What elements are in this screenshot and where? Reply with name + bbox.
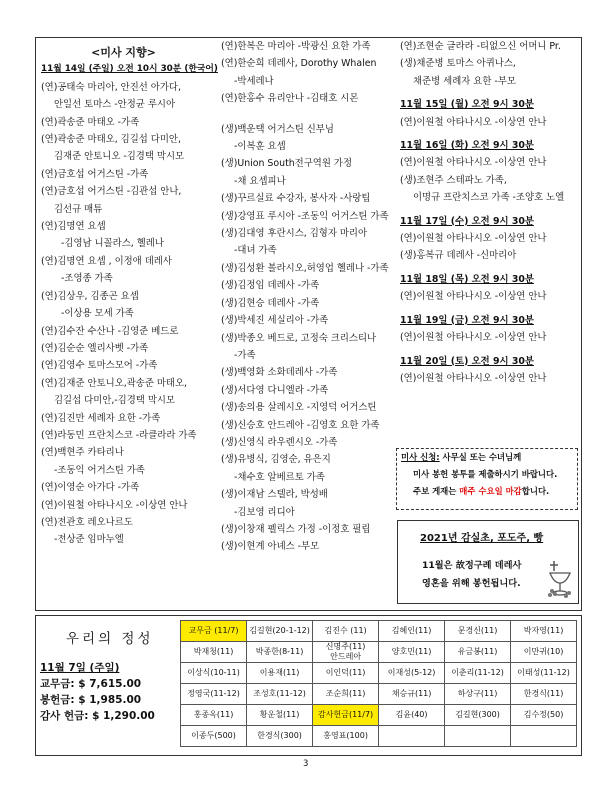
intention-line: (연)이원철 아타나시오 -이상연 안나	[400, 157, 547, 169]
intention-line: (연)조현순 글라라 -티없으신 어머니 Pr.	[400, 41, 561, 52]
intention-line: (연)이원철 아타나시오 -이상연 안나	[400, 291, 547, 303]
offering-line-1: 교무금: $ 7,615.00	[40, 678, 142, 690]
intention-line: (생)강영표 루시아 -조동익 어거스틴 가족	[221, 210, 389, 222]
intention-line	[221, 108, 397, 121]
intention-line: 김재준 안토니오 -김경택 막시모	[54, 151, 185, 163]
intention-line: (생)조현주 스테파노 가족,	[400, 174, 507, 186]
intention-line: (연)한순희 데레사, Dorothy Whalen	[221, 58, 377, 70]
intention-line: -전상준 임마누엘	[54, 534, 124, 546]
donor-cell	[445, 726, 511, 747]
intention-line: (생)서다영 다니엘라 -가족	[221, 384, 329, 396]
offering-line-3: 감사 헌금: $ 1,290.00	[40, 710, 155, 722]
donor-cell: 김길현(20-1-12)	[247, 621, 313, 642]
intention-line: 채준병 세례자 요한 -부모	[413, 75, 516, 87]
offering-date: 11월 7일 (주일)	[40, 662, 120, 674]
intention-line: -김영남 니꼴라스, 헬레나	[61, 238, 164, 250]
donor-cell: 문경신(11)	[445, 621, 511, 642]
donor-cell: 양호민(11)	[379, 642, 445, 663]
offering-title: 우리의 정성	[66, 631, 154, 647]
intention-line: 김길섭 다미안,-김경택 막시모	[54, 395, 175, 407]
intention-line: (연)김명연 요셉 , 이정애 데레사	[41, 255, 172, 267]
donor-cell: 조순희(11)	[313, 684, 379, 705]
weekday-mass-date: 11월 19일 (금) 오전 9시 30분	[400, 314, 534, 326]
intention-line: (연)라동민 프란치스코 -라클라라 가족	[41, 429, 197, 441]
intention-line: (생)Union South전구역원 가정	[221, 158, 353, 170]
donor-cell: 한경식(300)	[247, 726, 313, 747]
intention-line: -조영종 가족	[61, 273, 113, 285]
intention-line: 안일선 토마스 -안정균 루시아	[54, 99, 175, 111]
donor-table	[180, 620, 577, 747]
intentions-header: <미사 지향>	[91, 46, 156, 59]
intention-line: -이상용 모세 가족	[61, 308, 134, 320]
weekday-mass-date: 11월 20일 (토) 오전 9시 30분	[400, 355, 534, 367]
donor-cell: 하상구(11)	[445, 684, 511, 705]
intention-line: (연)김상우, 김종곤 요셉	[41, 290, 139, 302]
donor-cell: 김수정(50)	[511, 705, 577, 726]
intention-line: (생)홍복규 데레사 -신마리아	[400, 250, 517, 262]
donor-cell: 박자영(11)	[511, 621, 577, 642]
donor-cell: 감사헌금(11/7)	[313, 705, 379, 726]
donor-cell: 교무금 (11/7)	[181, 621, 247, 642]
donor-cell: 김진수 (11)	[313, 621, 379, 642]
intention-line: (연)김순순 엘리사벳 -가족	[41, 342, 149, 354]
intention-line: 이명규 프란치스코 가족 -조양호 노엘	[413, 192, 565, 204]
intention-line: (생)김대영 후란시스, 김형자 마리아	[221, 228, 368, 240]
memorial-box	[397, 520, 579, 604]
intention-line: (생)송의용 살레시오 -지영덕 어거스틴	[221, 402, 377, 414]
donor-cell: 유금봉(11)	[445, 642, 511, 663]
notice-deadline: 매주 수요일 마감	[459, 486, 522, 496]
donor-cell: 이인덕(11)	[313, 663, 379, 684]
donor-row	[181, 663, 577, 684]
notice-line3c: 합니다.	[521, 486, 550, 496]
intention-line: (연)이원철 아타나시오 -이상연 안나	[400, 233, 547, 245]
intentions-column-1	[41, 44, 216, 549]
donor-cell: 이태성(11-12)	[511, 663, 577, 684]
intention-line: (연)전관호 레오나르도	[41, 516, 133, 528]
intention-line: (연)곽송준 마태오, 김길섭 다미안,	[41, 134, 181, 146]
intention-line: (연)김재준 안토니오,곽송준 마태오,	[41, 377, 188, 389]
memorial-line2: 영혼을 위해 봉헌됩니다.	[422, 578, 521, 589]
page-number: 3	[303, 759, 309, 769]
donor-cell: 정영국(11-12)	[181, 684, 247, 705]
intention-line: (생)유병식, 김영순, 유은지	[221, 454, 331, 466]
memorial-line1: 11월은 故정구례 데레사	[422, 560, 522, 571]
notice-line1: 사무실 또는 수녀님께	[439, 452, 522, 462]
donor-cell: 이만귀(10)	[511, 642, 577, 663]
offering-summary	[40, 660, 155, 724]
donor-cell: 이용재(11)	[247, 663, 313, 684]
intention-line: (생)백운택 어거스틴 신부님	[221, 123, 334, 135]
donor-cell	[379, 726, 445, 747]
sunday-mass-date: 11월 14일 (주일) 오전 10시 30분 (한국어)	[41, 64, 218, 75]
intention-line: (생)이재남 스텔라, 박성배	[221, 489, 328, 501]
donor-cell: 이재성(5-12)	[379, 663, 445, 684]
intentions-column-2	[221, 38, 397, 556]
weekday-mass-date: 11월 17일 (수) 오전 9시 30분	[400, 215, 534, 227]
intention-line: -채 요셉피나	[234, 175, 286, 187]
donor-row	[181, 621, 577, 642]
intention-line: (생)백영화 소화데레사 -가족	[221, 367, 338, 379]
intention-line: (생)이현계 아녜스 -부모	[221, 541, 320, 553]
donor-cell: 김길현(300)	[445, 705, 511, 726]
intention-line: (연)한복은 마리아 -박광신 요한 가족	[221, 41, 371, 52]
donor-cell: 박재청(11)	[181, 642, 247, 663]
intention-line: (생)채준병 토마스 아퀴나스,	[400, 58, 516, 70]
intention-line: -박세레나	[234, 75, 274, 87]
chalice-icon	[544, 559, 576, 599]
intention-line: -김보영 리디아	[234, 506, 295, 518]
donor-row	[181, 705, 577, 726]
intention-line: (연)김영수 토마스모어 -가족	[41, 360, 158, 372]
notice-line2: 미사 봉헌 봉투를 제출하시기 바랍니다.	[413, 469, 558, 479]
intention-line: (연)이원철 아타나시오 -이상연 안나	[400, 332, 547, 344]
intention-line: -가족	[234, 349, 256, 361]
memorial-title: 2021년 감실초, 포도주, 빵	[420, 533, 544, 544]
intention-line: (연)김명연 요셉	[41, 221, 106, 233]
intention-line: (연)공태숙 마리아, 안진선 아가다,	[41, 81, 181, 93]
weekday-mass-date: 11월 15일 (월) 오전 9시 30분	[400, 99, 534, 111]
intention-line: (연)김수잔 수산나 -김영준 베드로	[41, 325, 179, 337]
donor-cell: 신명주(11) 안드레아	[313, 642, 379, 663]
intention-line: (생)김정임 데레사 -가족	[221, 280, 320, 292]
donor-cell: 김혜인(11)	[379, 621, 445, 642]
intention-line: (연)금호섭 어거스틴 -가족	[41, 168, 149, 180]
donor-row	[181, 726, 577, 747]
intention-line: (연)금호섭 어거스틴 -김관섭 안나,	[41, 186, 182, 198]
donor-cell: 황운철(11)	[247, 705, 313, 726]
donor-cell: 이춘리(11-12)	[445, 663, 511, 684]
intention-line: (생)신승호 안드레아 -김영호 요한 가족	[221, 419, 380, 431]
intention-line: (연)곽송준 마태오 -가족	[41, 116, 140, 128]
intention-line: (연)이원철 아타나시오 -이상연 안나	[400, 372, 547, 384]
intention-line: (연)백현주 카타리나	[41, 447, 124, 459]
intention-line: (생)박세진 세실리아 -가족	[221, 315, 329, 327]
weekday-mass-date: 11월 18일 (목) 오전 9시 30분	[400, 273, 534, 285]
intention-line: (생)이창재 펠릭스 가정 -이정호 필립	[221, 523, 371, 535]
intention-line: 김선규 매튜	[54, 203, 103, 215]
donor-cell: 박종한(8-11)	[247, 642, 313, 663]
donor-row	[181, 684, 577, 705]
donor-cell: 이종두(500)	[181, 726, 247, 747]
mass-request-notice	[396, 448, 578, 510]
intention-line: (연)한홍수 유리안나 -김태호 시몬	[221, 93, 359, 105]
intention-line: (생)김현승 데레사 -가족	[221, 297, 320, 309]
intention-line: (생)김성환 볼라시오,허영업 헬레나 -가족	[221, 262, 389, 274]
notice-line3a: 주보 게재는	[413, 486, 460, 496]
donor-cell: 김윤(40)	[379, 705, 445, 726]
intention-line: (생)박종오 베드로, 고정숙 크리스티나	[221, 332, 377, 344]
intention-line: -대녀 가족	[234, 245, 277, 257]
intention-line: -조동익 어거스틴 가족	[54, 464, 145, 476]
donor-cell: 조성호(11-12)	[247, 684, 313, 705]
donor-cell: 이상식(10-11)	[181, 663, 247, 684]
donor-cell: 홍종옥(11)	[181, 705, 247, 726]
donor-cell: 홍영표(100)	[313, 726, 379, 747]
intention-line: (생)꾸르실료 수강자, 봉사자 -사랑팀	[221, 193, 371, 205]
donor-cell	[511, 726, 577, 747]
intentions-column-3	[400, 38, 578, 387]
intention-line: -이복훈 요셉	[234, 141, 286, 153]
intention-line: (연)이원철 아타나시오 -이상연 안나	[400, 116, 547, 128]
weekday-mass-date: 11월 16일 (화) 오전 9시 30분	[400, 140, 534, 152]
intention-line: (연)이영순 아가다 -가족	[41, 482, 140, 494]
intention-line: (생)신영식 라우렌시오 -가족	[221, 436, 338, 448]
intention-line: -채수호 알베르토 가족	[234, 471, 325, 483]
intention-line: (연)김진만 세례자 요한 -가족	[41, 412, 161, 424]
intention-line: (연)이원철 아타나시오 -이상연 안나	[41, 499, 188, 511]
offering-line-2: 봉헌금: $ 1,985.00	[40, 694, 142, 706]
notice-label: 미사 신청:	[401, 452, 440, 462]
donor-row	[181, 642, 577, 663]
donor-cell: 한경식(11)	[511, 684, 577, 705]
donor-cell: 채승규(11)	[379, 684, 445, 705]
